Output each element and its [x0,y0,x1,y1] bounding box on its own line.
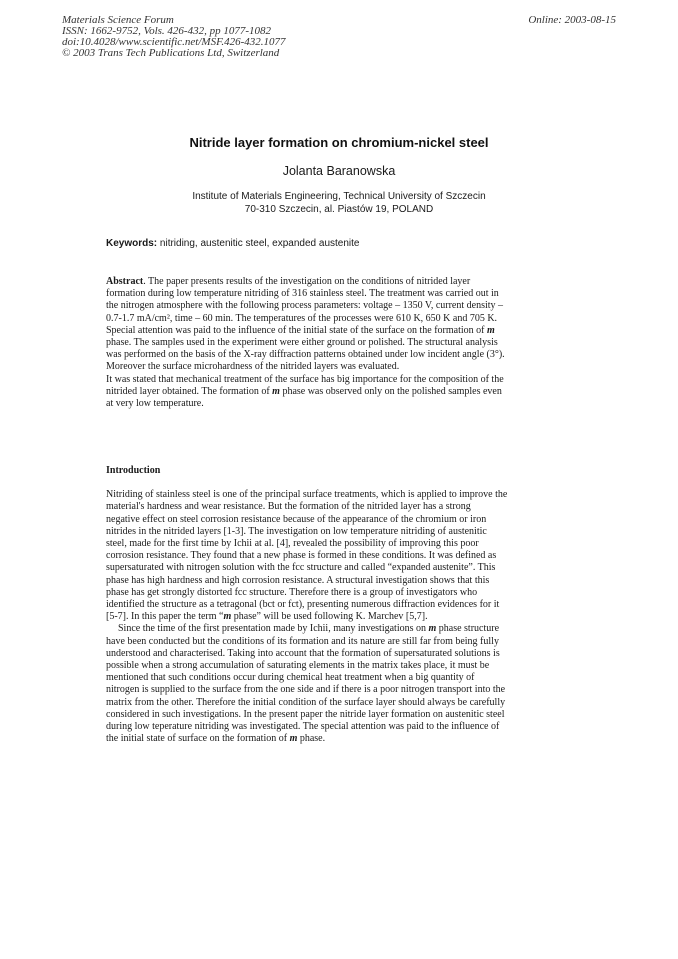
abstract-line: 0.7-1.7 mA/cm², time – 60 min. The temperatures of the processes were 610 K, 650 K and 705 K. [106,312,498,324]
abstract-text: . The paper presents results of the investigation on the conditions of nitrided layer [143,276,471,287]
intro-line: phase. [297,733,326,745]
intro-line: understood and characterised. Taking into account that the formation of supersaturated solutions is [106,647,500,659]
abstract-section [106,276,576,410]
intro-line: during low teperature nitriding was investigated. The special attention was paid to the influence of [106,721,500,733]
intro-line: corrosion resistance. They found that a new phase is formed in these conditions. It was defined as [106,550,497,562]
intro-line: matrix from the other. Therefore the initial condition of the surface layer should always be carefully [106,696,506,708]
intro-line: phase has high hardness and high corrosion resistance. A structural investigation shows that this [106,574,490,586]
journal-name: Materials Science Forum [62,14,174,26]
abstract-line: formation during low temperature nitriding of 316 stainless steel. The treatment was carried out in [106,288,499,300]
introduction-heading: Introduction [106,465,161,476]
abstract-line: phase. The samples used in the experiment were either ground or polished. The structural analysis [106,337,498,349]
intro-line: Nitriding of stainless steel is one of the principal surface treatments, which is applied to improve the [106,489,508,501]
affiliation-line: 70-310 Szczecin, al. Piastów 19, POLAND [244,203,434,215]
m-phase-symbol: m [289,733,298,745]
abstract-line: nitrided layer obtained. The formation of [106,385,270,397]
abstract-line: was performed on the basis of the X-ray diffraction patterns obtained under low incident angle (3°). [106,349,505,361]
intro-line: [5-7]. In this paper the term “ [106,611,224,623]
author-name: Jolanta Baranowska [282,164,396,178]
intro-line: phase” will be used following K. Marchev [5,7]. [231,611,428,623]
copyright-line: © 2003 Trans Tech Publications Ltd, Switzerland [62,47,280,59]
abstract-line: phase was observed only on the polished samples even [282,385,502,397]
intro-line: nitrogen is supplied to the surface from the one side and if there is a poor nitrogen transport into the [106,684,506,696]
keywords-label: Keywords: [106,238,158,249]
intro-line: supersaturated with nitrogen solution with the fcc structure and called “expanded austenite”. This [106,562,496,574]
abstract-line: It was stated that mechanical treatment of the surface has big importance for the composition of the [106,373,504,385]
intro-line: considered in such investigations. In the present paper the nitride layer formation on austenitic steel [106,708,505,720]
affiliation [0,191,678,216]
abstract-line: Moreover the surface microhardness of the nitrided layers was evaluated. [106,361,400,373]
intro-line: steel, made for the first time by Ichii at al. [4], revealed the possibility of improving this poor [106,538,479,550]
m-phase-symbol: m [487,324,495,336]
doi-link[interactable]: doi:10.4028/www.scientific.net/MSF.426-432.1077 [62,36,286,48]
affiliation-line: Institute of Materials Engineering, Technical University of Szczecin [192,191,486,202]
abstract-line: the nitrogen atmosphere with the following process parameters: voltage – 1350 V, current density – [106,300,504,312]
introduction-section [106,465,576,745]
intro-line: possible when a strong accumulation of saturating elements in the matrix takes place, it must be [106,660,490,672]
m-phase-symbol: m [223,611,232,623]
intro-line: the initial state of surface on the formation of [106,733,288,745]
intro-line: phase structure [438,623,500,635]
intro-line: Since the time of the first presentation made by Ichii, many investigations on [118,623,426,635]
m-phase-symbol: m [428,623,437,635]
intro-line: phase has get strongly distorted fcc structure. Therefore there is a group of investigators who [106,586,478,598]
keywords-text: nitriding, austenitic steel, expanded austenite [159,238,360,249]
intro-line: material's hardness and wear resistance. But the formation of the nitrided layer has a strong [106,501,471,513]
abstract-label: Abstract [106,276,144,287]
journal-header [62,15,286,59]
intro-line: mentioned that such conditions occur during chemical heat treatment when a big quantity of [106,672,475,684]
m-phase-symbol: m [272,385,280,397]
intro-line: have been conducted but the conditions of its formation and its nature are still far from being fully [106,635,499,647]
intro-line: negative effect on steel corrosion resistance because of the appearance of the chromium or iron [106,513,487,525]
online-date: Online: 2003-08-15 [528,14,616,26]
issn-line: ISSN: 1662-9752, Vols. 426-432, pp 1077-1082 [62,25,271,37]
abstract-line: Special attention was paid to the influence of the initial state of the surface on the formation of [106,324,485,336]
paper-title: Nitride layer formation on chromium-nickel steel [189,135,489,150]
keywords [106,238,576,250]
intro-line: nitrides in the nitrided layers [1-3]. The investigation on low temperature nitriding of austenitic [106,525,487,537]
intro-line: identified the structure as a tetragonal (bct or fct), presenting numerous diffraction evidences for it [106,599,500,611]
abstract-line: at very low temperature. [106,398,204,410]
